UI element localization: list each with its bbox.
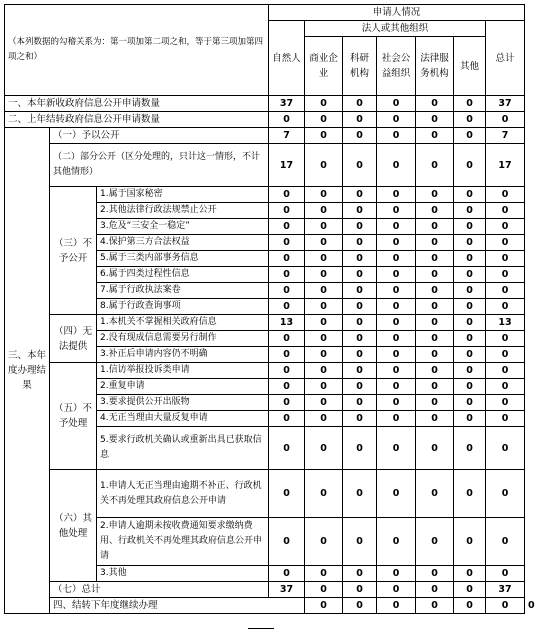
- cell-value: 0: [377, 518, 416, 566]
- header-other: 其他: [454, 37, 486, 96]
- cell-value: 0: [343, 347, 377, 363]
- cell-value: 0: [454, 283, 486, 299]
- row-label: 1.属于国家秘密: [97, 187, 269, 203]
- cell-value: 0: [486, 251, 525, 267]
- cell-value: 0: [377, 470, 416, 518]
- cell-value: 0: [377, 219, 416, 235]
- cell-value: 0: [305, 315, 343, 331]
- cell-value: 0: [343, 112, 377, 128]
- cell-value: 0: [377, 235, 416, 251]
- cell-value: 0: [454, 128, 486, 144]
- cell-value: 0: [305, 518, 343, 566]
- table-row: [5, 363, 525, 379]
- cell-value: 0: [416, 128, 454, 144]
- cell-value: 0: [305, 96, 343, 112]
- cell-value: 0: [377, 427, 416, 470]
- row-label: 1.申请人无正当理由逾期不补正、行政机关不再处理其政府信息公开申请: [97, 470, 269, 518]
- cell-value: 0: [343, 203, 377, 219]
- cell-value: 0: [486, 203, 525, 219]
- group-label-f: （六）其他处理: [50, 470, 97, 582]
- cell-value: 0: [305, 331, 343, 347]
- cell-value: 0: [454, 331, 486, 347]
- header-commercial: 商业企业: [305, 37, 343, 96]
- row-label: 3.其他: [97, 566, 269, 582]
- cell-value: 0: [377, 363, 416, 379]
- cell-value: 0: [486, 395, 525, 411]
- table-row: [5, 187, 525, 203]
- cell-value: 0: [269, 518, 305, 566]
- cell-value: 0: [486, 518, 525, 566]
- cell-value: 0: [416, 251, 454, 267]
- cell-value: 0: [377, 251, 416, 267]
- cell-value: 0: [305, 251, 343, 267]
- cell-value: 0: [454, 518, 486, 566]
- row-label: 2.没有现成信息需要另行制作: [97, 331, 269, 347]
- cell-value: 0: [305, 598, 343, 614]
- row-label: 3.要求提供公开出版物: [97, 395, 269, 411]
- cell-value: 0: [377, 144, 416, 187]
- cell-value: 0: [305, 363, 343, 379]
- group-label-c: （三）不予公开: [50, 187, 97, 315]
- cell-value: 0: [269, 411, 305, 427]
- cell-value: 0: [343, 299, 377, 315]
- cell-value: 0: [416, 331, 454, 347]
- cell-value: 0: [343, 251, 377, 267]
- information-disclosure-table: [4, 4, 535, 614]
- row-label: 7.属于行政执法案卷: [97, 283, 269, 299]
- cell-value: 0: [269, 379, 305, 395]
- cell-value: 0: [377, 283, 416, 299]
- cell-value: 0: [486, 299, 525, 315]
- cell-value: 17: [269, 144, 305, 187]
- cell-value: 37: [486, 582, 525, 598]
- cell-value: 0: [486, 283, 525, 299]
- row-label: 6.属于四类过程性信息: [97, 267, 269, 283]
- cell-value: 0: [305, 347, 343, 363]
- row-label: 2.重复申请: [97, 379, 269, 395]
- cell-value: 0: [416, 267, 454, 283]
- cell-value: 0: [416, 299, 454, 315]
- crop-divider: [248, 628, 274, 633]
- row-label: 2.申请人逾期未按收费通知要求缴纳费用、行政机关不再处理其政府信息公开申请: [97, 518, 269, 566]
- header-legal-service: 法律服务机构: [416, 37, 454, 96]
- cell-value: 0: [269, 235, 305, 251]
- table-row: [5, 144, 525, 187]
- cell-value: 0: [343, 331, 377, 347]
- cell-value: 0: [343, 598, 377, 614]
- cell-value: 0: [305, 470, 343, 518]
- row-label: （二）部分公开（区分处理的，只计这一情形，不计其他情形）: [50, 144, 269, 187]
- cell-value: 0: [377, 411, 416, 427]
- row-label: （一）予以公开: [50, 128, 269, 144]
- cell-value: 0: [343, 235, 377, 251]
- cell-value: 0: [305, 219, 343, 235]
- cell-value: 0: [377, 128, 416, 144]
- cell-value: 0: [454, 235, 486, 251]
- cell-value: 0: [454, 411, 486, 427]
- cell-value: 0: [305, 283, 343, 299]
- cell-value: 0: [305, 566, 343, 582]
- row-label: （七）总计: [50, 582, 269, 598]
- cell-value: 0: [486, 219, 525, 235]
- cell-value: 0: [454, 395, 486, 411]
- cell-value: 0: [486, 267, 525, 283]
- cell-value: 0: [343, 315, 377, 331]
- cell-value: 17: [486, 144, 525, 187]
- cell-value: 0: [416, 395, 454, 411]
- cell-value: 0: [269, 470, 305, 518]
- cell-value: 0: [416, 315, 454, 331]
- cell-value: 0: [377, 267, 416, 283]
- header-natural-person: 自然人: [269, 21, 305, 96]
- cell-value: 0: [377, 299, 416, 315]
- cell-value: 0: [305, 267, 343, 283]
- cell-value: 0: [377, 96, 416, 112]
- cell-value: 0: [486, 566, 525, 582]
- cell-value: 0: [343, 379, 377, 395]
- table-row: [5, 315, 525, 331]
- header-note: （本列数据的勾稽关系为：第一项加第二项之和，等于第三项加第四项之和）: [5, 5, 269, 96]
- cell-value: 0: [416, 347, 454, 363]
- cell-value: 0: [343, 187, 377, 203]
- cell-value: 0: [377, 203, 416, 219]
- cell-value: 0: [305, 203, 343, 219]
- cell-value: 0: [486, 235, 525, 251]
- cell-value: 0: [305, 379, 343, 395]
- cell-value: 0: [454, 219, 486, 235]
- cell-value: 0: [416, 582, 454, 598]
- cell-value: 0: [454, 347, 486, 363]
- cell-value: 0: [269, 331, 305, 347]
- cell-value: 0: [454, 470, 486, 518]
- cell-value: 0: [377, 187, 416, 203]
- cell-value: 0: [343, 582, 377, 598]
- section-3-label: 三、本年度办理结果: [5, 128, 50, 614]
- row-label: 3.补正后申请内容仍不明确: [97, 347, 269, 363]
- cell-value: 0: [269, 187, 305, 203]
- cell-value: 0: [343, 219, 377, 235]
- group-label-d: （四）无法提供: [50, 315, 97, 363]
- row-label: 二、上年结转政府信息公开申请数量: [5, 112, 269, 128]
- cell-value: 0: [305, 235, 343, 251]
- cell-value: 0: [454, 582, 486, 598]
- cell-value: 0: [454, 144, 486, 187]
- cell-value: 0: [343, 411, 377, 427]
- cell-value: 0: [454, 315, 486, 331]
- cell-value: 0: [416, 518, 454, 566]
- cell-value: 37: [269, 582, 305, 598]
- cell-value: 0: [343, 283, 377, 299]
- cell-value: 0: [269, 566, 305, 582]
- cell-value: 0: [454, 598, 486, 614]
- cell-value: 0: [486, 331, 525, 347]
- cell-value: 0: [343, 566, 377, 582]
- cell-value: 0: [305, 128, 343, 144]
- cell-value: 0: [305, 299, 343, 315]
- cell-value: 0: [305, 411, 343, 427]
- cell-value: 0: [454, 363, 486, 379]
- cell-value: 0: [305, 582, 343, 598]
- cell-value: 0: [269, 427, 305, 470]
- row-label: 一、本年新收政府信息公开申请数量: [5, 96, 269, 112]
- cell-value: 0: [416, 379, 454, 395]
- cell-value: 0: [377, 598, 416, 614]
- cell-value: 0: [454, 203, 486, 219]
- cell-value: 0: [454, 427, 486, 470]
- row-label: 1.本机关不掌握相关政府信息: [97, 315, 269, 331]
- cell-value: 0: [486, 598, 525, 614]
- cell-value: 0: [454, 299, 486, 315]
- cell-value: 0: [377, 315, 416, 331]
- cell-value: 0: [416, 363, 454, 379]
- cell-value: 0: [416, 427, 454, 470]
- cell-value: 0: [343, 518, 377, 566]
- cell-value: 37: [486, 96, 525, 112]
- table-row: [5, 128, 525, 144]
- row-label: 8.属于行政查询事项: [97, 299, 269, 315]
- cell-value: 0: [343, 427, 377, 470]
- cell-value: 0: [269, 283, 305, 299]
- cell-value: 0: [343, 267, 377, 283]
- cell-value: 0: [416, 566, 454, 582]
- header-applicant: 申请人情况: [269, 5, 525, 21]
- cell-value: 0: [486, 470, 525, 518]
- cell-value: 0: [416, 598, 454, 614]
- cell-value: 0: [486, 411, 525, 427]
- cell-value: 0: [486, 187, 525, 203]
- cell-value: 0: [416, 96, 454, 112]
- table-row: [5, 582, 525, 598]
- cell-value: 0: [377, 582, 416, 598]
- cell-value: 0: [377, 347, 416, 363]
- row-label: 四、结转下年度继续办理: [50, 598, 305, 614]
- cell-value: 0: [269, 219, 305, 235]
- cell-value: 0: [416, 187, 454, 203]
- cell-value: 0: [486, 363, 525, 379]
- cell-value: 0: [305, 427, 343, 470]
- cell-value: 37: [269, 96, 305, 112]
- cell-value: 0: [454, 251, 486, 267]
- cell-value: 13: [486, 315, 525, 331]
- cell-value: 0: [454, 187, 486, 203]
- cell-value: 0: [454, 112, 486, 128]
- cell-value: 0: [269, 112, 305, 128]
- cell-value: 0: [343, 470, 377, 518]
- cell-value: 0: [486, 347, 525, 363]
- cell-value: 0: [343, 144, 377, 187]
- cell-value: 0: [343, 363, 377, 379]
- cell-value: 0: [305, 187, 343, 203]
- cell-value: 0: [416, 219, 454, 235]
- cell-value: 0: [416, 411, 454, 427]
- row-label: 5.要求行政机关确认或重新出具已获取信息: [97, 427, 269, 470]
- cell-value: 7: [486, 128, 525, 144]
- cell-value: 0: [269, 203, 305, 219]
- cell-value: 0: [305, 144, 343, 187]
- cell-value: 0: [343, 96, 377, 112]
- cell-value: 0: [269, 363, 305, 379]
- cell-value: 0: [269, 299, 305, 315]
- table-row: [5, 112, 525, 128]
- cell-value: 0: [416, 144, 454, 187]
- cell-value: 0: [377, 395, 416, 411]
- cell-value: 0: [416, 470, 454, 518]
- header-social: 社会公益组织: [377, 37, 416, 96]
- cell-value: 0: [269, 251, 305, 267]
- cell-value: 0: [269, 395, 305, 411]
- table-row: 四、结转下年度继续办理 0 0 0 0 0 0 0: [5, 598, 525, 614]
- cell-value: 0: [377, 379, 416, 395]
- header-research: 科研机构: [343, 37, 377, 96]
- cell-value: 0: [454, 267, 486, 283]
- cell-value: 0: [416, 235, 454, 251]
- cell-value: 0: [416, 283, 454, 299]
- cell-value: 0: [486, 427, 525, 470]
- cell-value: 0: [269, 347, 305, 363]
- row-label: 4.保护第三方合法权益: [97, 235, 269, 251]
- cell-value: 0: [486, 112, 525, 128]
- cell-value: 0: [377, 331, 416, 347]
- cell-value: 0: [305, 395, 343, 411]
- cell-value: 0: [454, 379, 486, 395]
- cell-value: 0: [486, 379, 525, 395]
- cell-value: 0: [377, 112, 416, 128]
- cell-value: 0: [305, 112, 343, 128]
- header-total: 总计: [486, 21, 525, 96]
- cell-value: 0: [343, 395, 377, 411]
- row-label: 5.属于三类内部事务信息: [97, 251, 269, 267]
- cell-value: 0: [269, 267, 305, 283]
- row-label: 2.其他法律行政法规禁止公开: [97, 203, 269, 219]
- cell-value: 13: [269, 315, 305, 331]
- table-row: [5, 470, 525, 518]
- table-row: [5, 96, 525, 112]
- row-label: 1.信访举报投诉类申请: [97, 363, 269, 379]
- cell-value: 7: [269, 128, 305, 144]
- cell-value: 0: [377, 566, 416, 582]
- cell-value: 0: [454, 566, 486, 582]
- cell-value: 0: [416, 203, 454, 219]
- row-label: 4.无正当理由大量反复申请: [97, 411, 269, 427]
- cell-value: 0: [343, 128, 377, 144]
- group-label-e: （五）不予处理: [50, 363, 97, 470]
- cell-value: 0: [454, 96, 486, 112]
- header-legal-group: 法人或其他组织: [305, 21, 486, 37]
- cell-value: 0: [416, 112, 454, 128]
- row-label: 3.危及“三安全一稳定”: [97, 219, 269, 235]
